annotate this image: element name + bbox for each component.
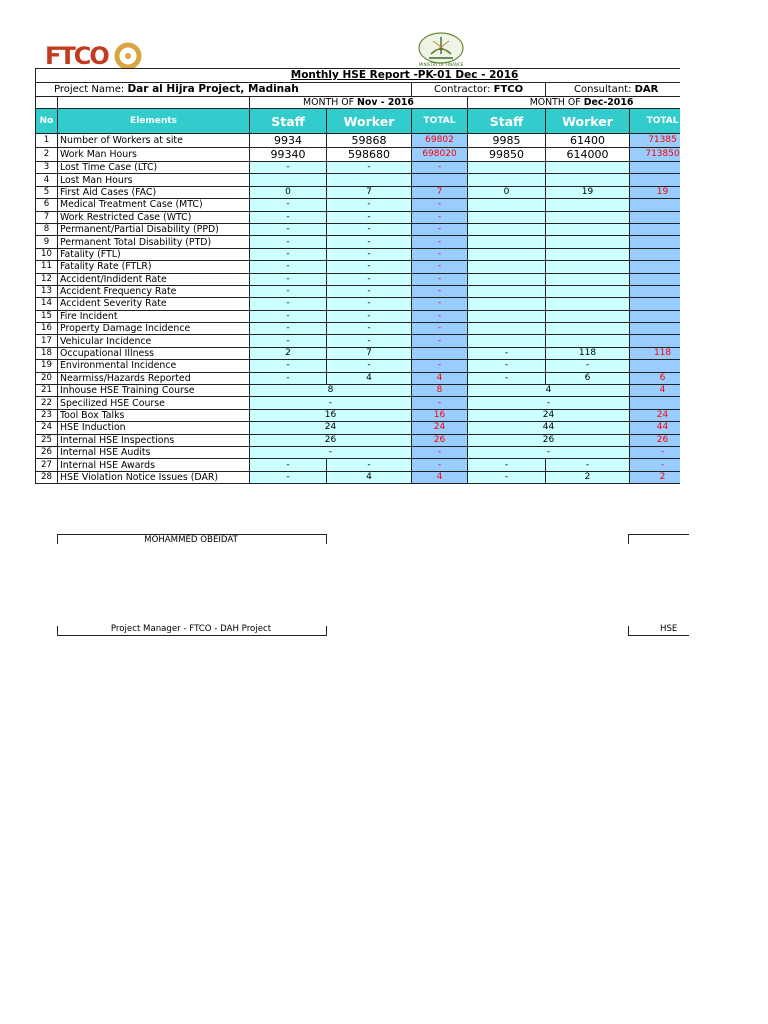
dec-total-value: 44 [630,422,681,434]
dec-total-value [630,310,681,322]
right-signatory-title: HSE [660,624,678,634]
nov-combined-value: - [250,446,412,458]
nov-worker-value: 7 [327,186,412,198]
row-element-label: Lost Man Hours [58,174,250,186]
signatory-title: Project Manager - FTCO - DAH Project [110,624,272,634]
dec-total-value: 19 [630,186,681,198]
emblem-caption: MINISTRY OF FINANCE [418,62,464,67]
nov-total-value: - [412,261,468,273]
table-row [36,134,681,148]
nov-staff-value: - [250,199,327,211]
nov-staff-value: - [250,372,327,384]
contractor: Contractor: FTCO [412,83,546,97]
hse-report-table [35,68,680,484]
nov-combined-value: 24 [250,422,412,434]
dec-worker-value: 19 [546,186,630,198]
table-row [36,471,681,483]
table-row [36,459,681,471]
dec-total-value [630,162,681,174]
signatory-name: MOHAMMED OBEIDAT [144,535,238,545]
dec-worker-value [546,236,630,248]
dec-combined-value: 26 [468,434,630,446]
dec-worker-value: - [546,360,630,372]
row-element-label: Internal HSE Inspections [58,434,250,446]
table-row [36,434,681,446]
row-element-label: Internal HSE Awards [58,459,250,471]
row-element-label: Permanent Total Disability (PTD) [58,236,250,248]
signature-box-right-top [628,534,689,544]
dec-staff-value [468,285,546,297]
dec-total-value [630,261,681,273]
table-row [36,347,681,359]
nov-combined-value: 16 [250,409,412,421]
dec-staff-value [468,335,546,347]
dec-total-value [630,199,681,211]
nov-staff-value: - [250,310,327,322]
row-element-label: Fire Incident [58,310,250,322]
dec-staff-value [468,223,546,235]
row-number: 24 [36,422,58,434]
nov-staff-value: - [250,162,327,174]
dec-total-value [630,248,681,260]
dec-worker-value: 118 [546,347,630,359]
nov-total-value: 7 [412,186,468,198]
row-element-label: Environmental Incidence [58,360,250,372]
dec-worker-value [546,285,630,297]
table-row [36,248,681,260]
month-spacer-elements [58,97,250,109]
project-name: Project Name: Dar al Hijra Project, Madinah [36,83,412,97]
dec-total-value [630,273,681,285]
dec-total-value [630,298,681,310]
dec-worker-value [546,298,630,310]
dec-worker-value [546,261,630,273]
row-element-label: HSE Violation Notice Issues (DAR) [58,471,250,483]
col-header-no: No [36,109,58,134]
row-element-label: Fatality Rate (FTLR) [58,261,250,273]
dec-worker-value: 614000 [546,148,630,162]
nov-staff-value: - [250,360,327,372]
dec-combined-value: - [468,446,630,458]
nov-worker-value: - [327,298,412,310]
table-row [36,148,681,162]
table-row [36,273,681,285]
dec-worker-value [546,174,630,186]
dec-total-value [630,174,681,186]
table-row [36,261,681,273]
row-number: 9 [36,236,58,248]
dec-total-value: 118 [630,347,681,359]
dec-combined-value: 44 [468,422,630,434]
row-element-label: Lost Time Case (LTC) [58,162,250,174]
dec-staff-value [468,261,546,273]
nov-total-value: - [412,335,468,347]
nov-total-value: - [412,199,468,211]
nov-staff-value: - [250,223,327,235]
month-nov-label: MONTH OF Nov - 2016 [250,97,468,109]
dec-staff-value: - [468,347,546,359]
col-header-elements: Elements [58,109,250,134]
nov-total-value: - [412,310,468,322]
dec-worker-value [546,223,630,235]
row-number: 23 [36,409,58,421]
row-element-label: Medical Treatment Case (MTC) [58,199,250,211]
nov-total-value: - [412,273,468,285]
row-number: 5 [36,186,58,198]
nov-total-value: 4 [412,372,468,384]
table-row [36,174,681,186]
nov-worker-value: - [327,273,412,285]
dec-staff-value [468,174,546,186]
row-number: 13 [36,285,58,297]
nov-worker-value: - [327,335,412,347]
row-element-label: Tool Box Talks [58,409,250,421]
nov-worker-value: - [327,360,412,372]
row-element-label: Permanent/Partial Disability (PPD) [58,223,250,235]
row-number: 14 [36,298,58,310]
nov-worker-value: - [327,223,412,235]
table-row [36,409,681,421]
nov-staff-value: - [250,273,327,285]
row-number: 4 [36,174,58,186]
dec-worker-value: - [546,459,630,471]
nov-staff-value: 2 [250,347,327,359]
dec-total-value: - [630,459,681,471]
row-number: 1 [36,134,58,148]
nov-combined-value: 8 [250,385,412,397]
nov-staff-value: - [250,261,327,273]
nov-worker-value: 598680 [327,148,412,162]
nov-worker-value: - [327,459,412,471]
nov-total-value: - [412,248,468,260]
nov-total-value: 26 [412,434,468,446]
dec-staff-value: 9985 [468,134,546,148]
table-row [36,285,681,297]
row-element-label: Nearmiss/Hazards Reported [58,372,250,384]
nov-worker-value: 4 [327,471,412,483]
row-element-label: Vehicular Incidence [58,335,250,347]
table-row [36,186,681,198]
row-number: 2 [36,148,58,162]
row-element-label: Inhouse HSE Training Course [58,385,250,397]
row-number: 10 [36,248,58,260]
nov-total-value: 24 [412,422,468,434]
nov-combined-value: - [250,397,412,409]
dec-total-value [630,236,681,248]
dec-staff-value [468,273,546,285]
dec-worker-value [546,248,630,260]
row-number: 6 [36,199,58,211]
dec-total-value [630,211,681,223]
nov-worker-value: - [327,310,412,322]
nov-total-value: - [412,298,468,310]
col-header-nov-worker: Worker [327,109,412,134]
nov-total-value: - [412,162,468,174]
col-header-nov-staff: Staff [250,109,327,134]
nov-worker-value [327,174,412,186]
dec-worker-value: 61400 [546,134,630,148]
row-element-label: Fatality (FTL) [58,248,250,260]
dec-total-value: 6 [630,372,681,384]
table-row [36,223,681,235]
nov-worker-value: - [327,162,412,174]
nov-worker-value: - [327,248,412,260]
dec-worker-value [546,323,630,335]
nov-staff-value: 99340 [250,148,327,162]
table-row [36,162,681,174]
row-element-label: First Aid Cases (FAC) [58,186,250,198]
nov-staff-value: 0 [250,186,327,198]
government-emblem [415,32,467,68]
row-element-label: Accident Frequency Rate [58,285,250,297]
dec-worker-value [546,335,630,347]
row-number: 26 [36,446,58,458]
row-number: 17 [36,335,58,347]
dec-total-value: 24 [630,409,681,421]
row-number: 3 [36,162,58,174]
nov-total-value: 69802 [412,134,468,148]
dec-total-value [630,397,681,409]
nov-total-value: 4 [412,471,468,483]
dec-staff-value [468,236,546,248]
table-row [36,211,681,223]
nov-total-value: - [412,223,468,235]
dec-staff-value: 0 [468,186,546,198]
ftco-logo [44,40,142,68]
row-number: 11 [36,261,58,273]
dec-total-value: 4 [630,385,681,397]
nov-total-value: - [412,323,468,335]
nov-staff-value: - [250,459,327,471]
nov-worker-value: - [327,236,412,248]
row-number: 27 [36,459,58,471]
dec-worker-value [546,310,630,322]
dec-total-value [630,285,681,297]
row-number: 20 [36,372,58,384]
consultant: Consultant: DAR [546,83,681,97]
nov-worker-value: - [327,323,412,335]
table-row [36,236,681,248]
dec-total-value [630,360,681,372]
table-row [36,310,681,322]
row-number: 8 [36,223,58,235]
dec-staff-value [468,211,546,223]
nov-total-value: 16 [412,409,468,421]
nov-worker-value: 59868 [327,134,412,148]
dec-worker-value [546,211,630,223]
col-header-dec-total: TOTAL [630,109,681,134]
nov-total-value: - [412,236,468,248]
row-number: 19 [36,360,58,372]
dec-total-value: 71385 [630,134,681,148]
hse-report-sheet [35,68,680,484]
row-number: 25 [36,434,58,446]
dec-staff-value: - [468,372,546,384]
col-header-dec-staff: Staff [468,109,546,134]
dec-staff-value [468,310,546,322]
ftco-logo-text: FTCO [45,42,108,68]
dec-staff-value: 99850 [468,148,546,162]
nov-total-value: - [412,211,468,223]
row-element-label: Accident Severity Rate [58,298,250,310]
dec-worker-value: 6 [546,372,630,384]
dec-total-value [630,323,681,335]
nov-total-value: - [412,446,468,458]
row-number: 18 [36,347,58,359]
row-element-label: Occupational Illness [58,347,250,359]
nov-staff-value [250,174,327,186]
report-title: Monthly HSE Report -PK-01 Dec - 2016 [36,69,681,83]
col-header-dec-worker: Worker [546,109,630,134]
nov-worker-value: - [327,211,412,223]
dec-total-value [630,335,681,347]
dec-worker-value [546,199,630,211]
nov-staff-value: - [250,211,327,223]
nov-total-value: - [412,285,468,297]
table-row [36,372,681,384]
table-row [36,360,681,372]
dec-worker-value [546,273,630,285]
row-element-label: Work Restricted Case (WTC) [58,211,250,223]
table-row [36,422,681,434]
nov-staff-value: - [250,335,327,347]
nov-total-value: 8 [412,385,468,397]
row-number: 21 [36,385,58,397]
nov-staff-value: - [250,471,327,483]
nov-total-value [412,174,468,186]
dec-combined-value: 4 [468,385,630,397]
dec-combined-value: - [468,397,630,409]
nov-staff-value: - [250,298,327,310]
nov-worker-value: - [327,285,412,297]
dec-total-value: - [630,446,681,458]
table-row [36,385,681,397]
dec-combined-value: 24 [468,409,630,421]
row-number: 7 [36,211,58,223]
row-number: 22 [36,397,58,409]
nov-staff-value: - [250,236,327,248]
nov-total-value: - [412,459,468,471]
nov-total-value [412,347,468,359]
month-spacer-no [36,97,58,109]
nov-worker-value: 7 [327,347,412,359]
dec-staff-value [468,248,546,260]
month-dec-label: MONTH OF Dec-2016 [468,97,681,109]
nov-staff-value: - [250,323,327,335]
row-element-label: HSE Induction [58,422,250,434]
dec-staff-value [468,199,546,211]
row-element-label: Accident/Indident Rate [58,273,250,285]
row-number: 16 [36,323,58,335]
dec-worker-value: 2 [546,471,630,483]
nov-staff-value: - [250,248,327,260]
dec-total-value: 2 [630,471,681,483]
table-row [36,397,681,409]
row-number: 15 [36,310,58,322]
table-row [36,335,681,347]
dec-total-value [630,223,681,235]
row-number: 28 [36,471,58,483]
table-row [36,323,681,335]
nov-total-value: - [412,397,468,409]
dec-staff-value: - [468,360,546,372]
row-number: 12 [36,273,58,285]
dec-staff-value: - [468,459,546,471]
row-element-label: Work Man Hours [58,148,250,162]
row-element-label: Number of Workers at site [58,134,250,148]
nov-worker-value: - [327,199,412,211]
dec-total-value: 713850 [630,148,681,162]
row-element-label: Specilized HSE Course [58,397,250,409]
nov-total-value: - [412,360,468,372]
table-row [36,298,681,310]
table-row [36,446,681,458]
dec-staff-value [468,162,546,174]
table-row [36,199,681,211]
dec-total-value: 26 [630,434,681,446]
col-header-nov-total: TOTAL [412,109,468,134]
row-element-label: Property Damage Incidence [58,323,250,335]
nov-total-value: 698020 [412,148,468,162]
dec-staff-value [468,298,546,310]
dec-staff-value [468,323,546,335]
dec-staff-value: - [468,471,546,483]
nov-worker-value: - [327,261,412,273]
nov-staff-value: - [250,285,327,297]
dec-worker-value [546,162,630,174]
nov-worker-value: 4 [327,372,412,384]
row-element-label: Internal HSE Audits [58,446,250,458]
nov-combined-value: 26 [250,434,412,446]
nov-staff-value: 9934 [250,134,327,148]
